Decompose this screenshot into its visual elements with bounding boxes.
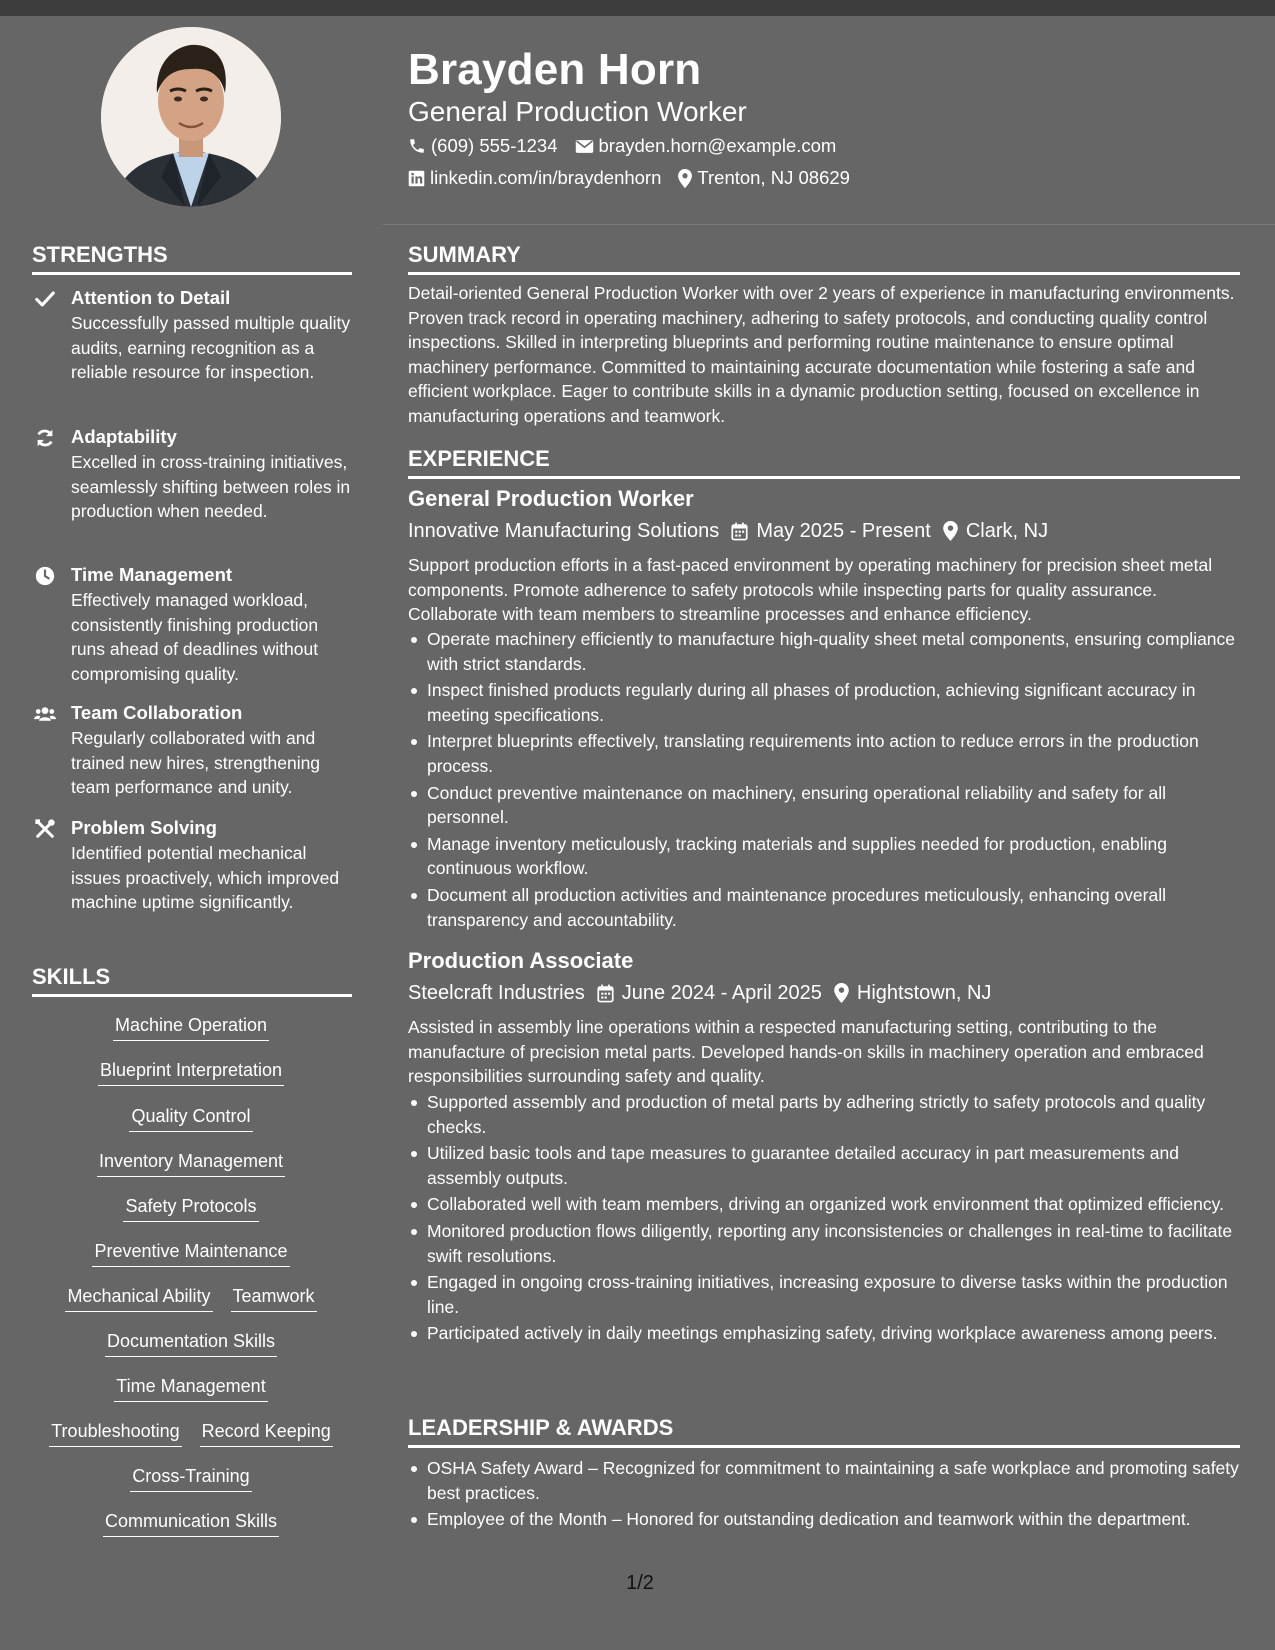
contact-line-2	[408, 166, 867, 190]
candidate-title: General Production Worker	[408, 96, 747, 127]
job-title: General Production Worker	[408, 486, 694, 511]
list-item: OSHA Safety Award – Recognized for commitment to maintaining a safe workplace and promoting safety best practices.	[408, 1456, 1240, 1505]
map-pin-icon	[678, 169, 692, 188]
list-item: Operate machinery efficiently to manufacture high-quality sheet metal components, ensuring compliance with strict standards.	[408, 627, 1240, 676]
contact-email[interactable]	[575, 134, 837, 158]
check-icon	[34, 288, 56, 310]
refresh-icon	[34, 427, 56, 449]
skills-rule	[32, 994, 352, 997]
skill-row	[32, 1194, 350, 1222]
email-text: brayden.horn@example.com	[598, 135, 837, 156]
skill-tag: Documentation Skills	[105, 1329, 277, 1357]
skill-tag: Mechanical Ability	[65, 1284, 212, 1312]
location-text: Trenton, NJ 08629	[697, 167, 850, 188]
list-item: Manage inventory meticulously, tracking materials and supplies needed for production, enabling continuous workflow.	[408, 832, 1240, 881]
skills-heading: SKILLS	[32, 964, 111, 989]
strength-title: Adaptability	[71, 426, 177, 447]
list-item: Utilized basic tools and tape measures to guarantee detailed accuracy in part measurements and assembly outputs.	[408, 1141, 1240, 1190]
list-item: Conduct preventive maintenance on machinery, ensuring operational reliability and safety for all personnel.	[408, 781, 1240, 830]
strengths-rule	[32, 272, 352, 275]
map-pin-icon	[834, 983, 849, 1003]
list-item: Participated actively in daily meetings emphasizing safety, driving workplace awareness among peers.	[408, 1321, 1240, 1346]
skill-row	[32, 1013, 350, 1041]
awards-list	[408, 1456, 1240, 1534]
list-item: Employee of the Month – Honored for outstanding dedication and teamwork within the department.	[408, 1507, 1240, 1532]
experience-rule	[408, 476, 1240, 479]
list-item: Monitored production flows diligently, reporting any inconsistencies or challenges in real-time to facilitate swift resolutions.	[408, 1219, 1240, 1268]
skill-row	[32, 1104, 350, 1132]
contact-phone[interactable]	[408, 134, 558, 158]
skill-tag: Communication Skills	[103, 1509, 279, 1537]
summary-text: Detail-oriented General Production Worker with over 2 years of experience in manufacturing environments. Proven track record in operating machinery, adhering to safety protocols, and conducting quality control inspections. Skilled in interpreting blueprints and performing routine maintenance to ensure optimal machinery performance. Committed to maintaining accurate documentation while fostering a safe and efficient workplace. Eager to contribute skills in a dynamic production setting, focused on excellence in manufacturing operations and teamwork.	[408, 283, 1235, 426]
phone-text: (609) 555-1234	[431, 135, 558, 156]
skill-tag: Machine Operation	[113, 1013, 269, 1041]
skill-tag: Record Keeping	[200, 1419, 333, 1447]
strength-title: Time Management	[71, 564, 233, 585]
job-bullets	[408, 1090, 1240, 1348]
top-bar	[0, 0, 1275, 16]
awards-heading: LEADERSHIP & AWARDS	[408, 1415, 674, 1440]
list-item: Inspect finished products regularly during all phases of production, achieving significant accuracy in meeting specifications.	[408, 678, 1240, 727]
skill-row	[32, 1329, 350, 1357]
contact-location	[678, 166, 850, 190]
strength-desc: Successfully passed multiple quality audits, earning recognition as a reliable resource for inspection.	[71, 313, 351, 383]
strength-desc: Excelled in cross-training initiatives, seamlessly shifting between roles in production when needed.	[71, 452, 351, 522]
skill-tag: Cross-Training	[130, 1464, 251, 1492]
skill-tag: Quality Control	[129, 1104, 252, 1132]
linkedin-text: linkedin.com/in/braydenhorn	[430, 167, 662, 188]
calendar-icon	[731, 522, 748, 541]
list-item: Document all production activities and maintenance procedures meticulously, enhancing overall transparency and accountability.	[408, 883, 1240, 932]
job-meta	[408, 980, 991, 1006]
skill-tag: Blueprint Interpretation	[98, 1058, 284, 1086]
skill-row	[32, 1239, 350, 1267]
list-item: Collaborated well with team members, driving an organized work environment that optimized efficiency.	[408, 1192, 1240, 1217]
job-description: Support production efforts in a fast-paced environment by operating machinery for precision sheet metal components. Promote adherence to safety protocols while inspecting parts for quality assurance. Collaborate with team members to streamline processes and enhance efficiency.	[408, 555, 1213, 625]
job-company: Steelcraft Industries	[408, 982, 585, 1004]
skill-tag: Teamwork	[231, 1284, 317, 1312]
strength-title: Attention to Detail	[71, 287, 231, 308]
list-item: Engaged in ongoing cross-training initiatives, increasing exposure to diverse tasks within the production line.	[408, 1270, 1240, 1319]
skill-row	[32, 1058, 350, 1086]
envelope-icon	[575, 139, 594, 154]
skill-row	[32, 1374, 350, 1402]
strength-desc: Effectively managed workload, consistently finishing production runs ahead of deadlines without compromising quality.	[71, 590, 319, 684]
strengths-heading: STRENGTHS	[32, 242, 168, 267]
skill-tag: Troubleshooting	[49, 1419, 181, 1447]
list-item: Supported assembly and production of metal parts by adhering strictly to safety protocols and quality checks.	[408, 1090, 1240, 1139]
contact-linkedin[interactable]	[408, 166, 661, 190]
job-company: Innovative Manufacturing Solutions	[408, 520, 720, 542]
header-divider	[383, 224, 1275, 225]
clock-icon	[34, 565, 56, 587]
calendar-icon	[597, 984, 614, 1003]
summary-rule	[408, 272, 1240, 275]
strength-title: Problem Solving	[71, 817, 217, 838]
strength-desc: Regularly collaborated with and trained new hires, strengthening team performance and unity.	[71, 728, 321, 798]
summary-heading: SUMMARY	[408, 242, 521, 267]
list-item: Interpret blueprints effectively, translating requirements into action to reduce errors in the production process.	[408, 729, 1240, 778]
job-location: Clark, NJ	[965, 520, 1049, 542]
strength-desc: Identified potential mechanical issues proactively, which improved machine uptime significantly.	[71, 843, 340, 913]
skill-row	[32, 1464, 350, 1492]
users-icon	[34, 703, 56, 725]
experience-heading: EXPERIENCE	[408, 446, 550, 471]
job-bullets	[408, 627, 1240, 934]
job-dates: May 2025 - Present	[756, 520, 931, 542]
skill-row	[32, 1419, 350, 1447]
skill-row	[32, 1149, 350, 1177]
job-description: Assisted in assembly line operations within a respected manufacturing setting, contributing to the manufacture of precision metal parts. Developed hands-on skills in machinery operation and embraced responsibilities surrounding safety and quality.	[408, 1017, 1204, 1087]
strength-title: Team Collaboration	[71, 702, 243, 723]
job-title: Production Associate	[408, 948, 634, 973]
skill-row	[32, 1284, 350, 1312]
job-dates: June 2024 - April 2025	[621, 982, 822, 1004]
skill-tag: Time Management	[114, 1374, 267, 1402]
candidate-name: Brayden Horn	[408, 45, 702, 94]
awards-rule	[408, 1445, 1240, 1448]
page-number: 1/2	[626, 1572, 654, 1594]
skill-tag: Preventive Maintenance	[92, 1239, 289, 1267]
job-location: Hightstown, NJ	[856, 982, 992, 1004]
skill-tag: Inventory Management	[97, 1149, 285, 1177]
tools-icon	[34, 818, 56, 840]
phone-icon	[408, 137, 426, 155]
profile-photo	[101, 27, 281, 207]
skill-row	[32, 1509, 350, 1537]
map-pin-icon	[943, 521, 958, 541]
skill-tag: Safety Protocols	[123, 1194, 258, 1222]
contact-line-1	[408, 134, 853, 158]
job-meta	[408, 518, 1048, 544]
linkedin-icon	[408, 170, 425, 187]
